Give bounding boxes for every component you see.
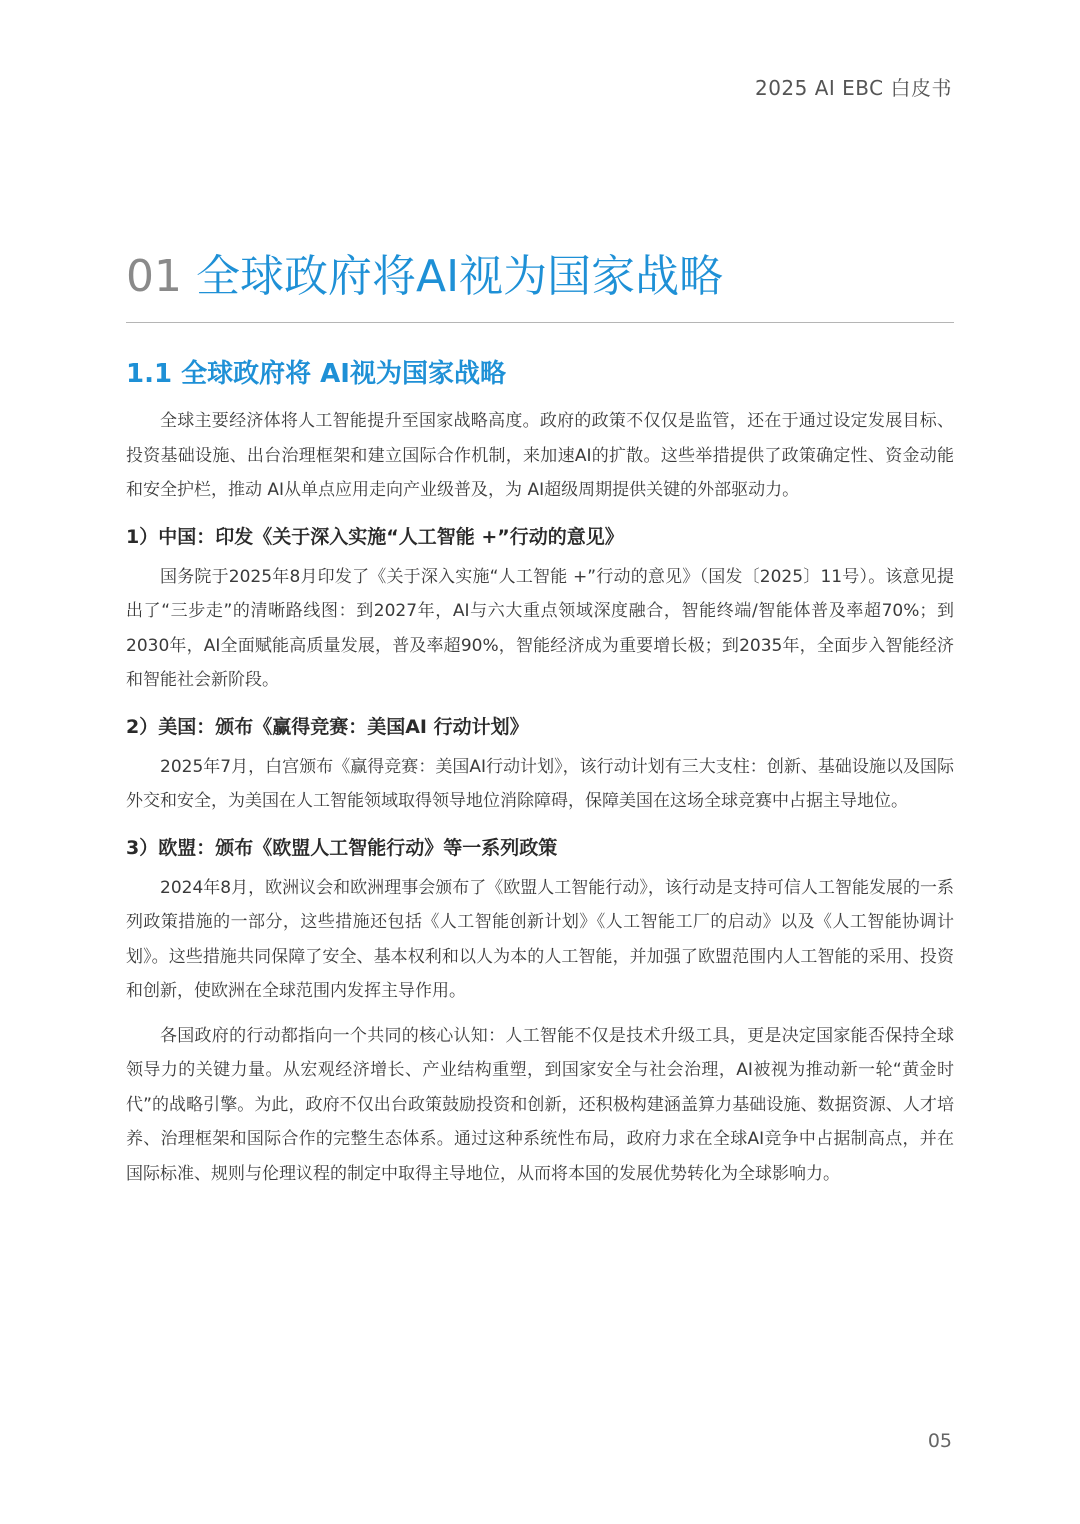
item-body-eu: 2024年8月，欧洲议会和欧洲理事会颁布了《欧盟人工智能行动》，该行动是支持可信人工智能发展的一系列政策措施的一部分，这些措施还包括《人工智能创新计划》《人工智能工厂的启动》以及《人工智能协调计划》。这些措施共同保障了安全、基本权利和以人为本的人工智能，并加强了欧盟范围内人工智能的采用、投资和创新，使欧洲在全球范围内发挥主导作用。	[126, 877, 954, 1001]
item-heading-usa: 2）美国：颁布《赢得竞赛：美国AI 行动计划》	[126, 715, 529, 738]
chapter-number: 01	[126, 251, 182, 302]
running-header: 2025 AI EBC 白皮书	[754, 76, 952, 100]
chapter-title: 全球政府将AI视为国家战略	[196, 251, 724, 302]
paragraph-gap	[126, 1009, 954, 1019]
item-body-usa: 2025年7月，白宫颁布《赢得竞赛：美国AI行动计划》，该行动计划有三大支柱：创新、基础设施以及国际外交和安全，为美国在人工智能领域取得领导地位消除障碍，保障美国在这场全球竞赛中占据主导地位。	[126, 756, 954, 811]
main-content	[126, 356, 954, 1191]
page-number: 05	[927, 1430, 952, 1452]
item-heading-china: 1）中国：印发《关于深入实施“人工智能 +”行动的意见》	[126, 525, 624, 548]
section-intro-paragraph: 全球主要经济体将人工智能提升至国家战略高度。政府的政策不仅仅是监管，还在于通过设定发展目标、投资基础设施、出台治理框架和建立国际合作机制，来加速AI的扩散。这些举措提供了政策确定性、资金动能和安全护栏，推动 AI从单点应用走向产业级普及，为 AI超级周期提供关键的外部驱动力。	[126, 411, 954, 500]
chapter-divider	[126, 322, 954, 323]
conclusion-paragraph: 各国政府的行动都指向一个共同的核心认知：人工智能不仅是技术升级工具，更是决定国家能否保持全球领导力的关键力量。从宏观经济增长、产业结构重塑，到国家安全与社会治理，AI被视为推动新一轮“黄金时代”的战略引擎。为此，政府不仅出台政策鼓励投资和创新，还积极构建涵盖算力基础设施、数据资源、人才培养、治理框架和国际合作的完整生态体系。通过这种系统性布局，政府力求在全球AI竞争中占据制高点，并在国际标准、规则与伦理议程的制定中取得主导地位，从而将本国的发展优势转化为全球影响力。	[126, 1025, 954, 1184]
chapter-heading	[126, 245, 956, 309]
section-title: 1.1 全球政府将 AI视为国家战略	[126, 359, 506, 389]
item-heading-eu: 3）欧盟：颁布《欧盟人工智能行动》等一系列政策	[126, 836, 558, 859]
item-body-china: 国务院于2025年8月印发了《关于深入实施“人工智能 +”行动的意见》（国发〔2025〕11号）。该意见提出了“三步走”的清晰路线图：到2027年，AI与六大重点领域深度融合，智能终端/智能体普及率超70%；到2030年，AI全面赋能高质量发展，普及率超90%，智能经济成为重要增长极；到2035年，全面步入智能经济和智能社会新阶段。	[126, 566, 954, 690]
